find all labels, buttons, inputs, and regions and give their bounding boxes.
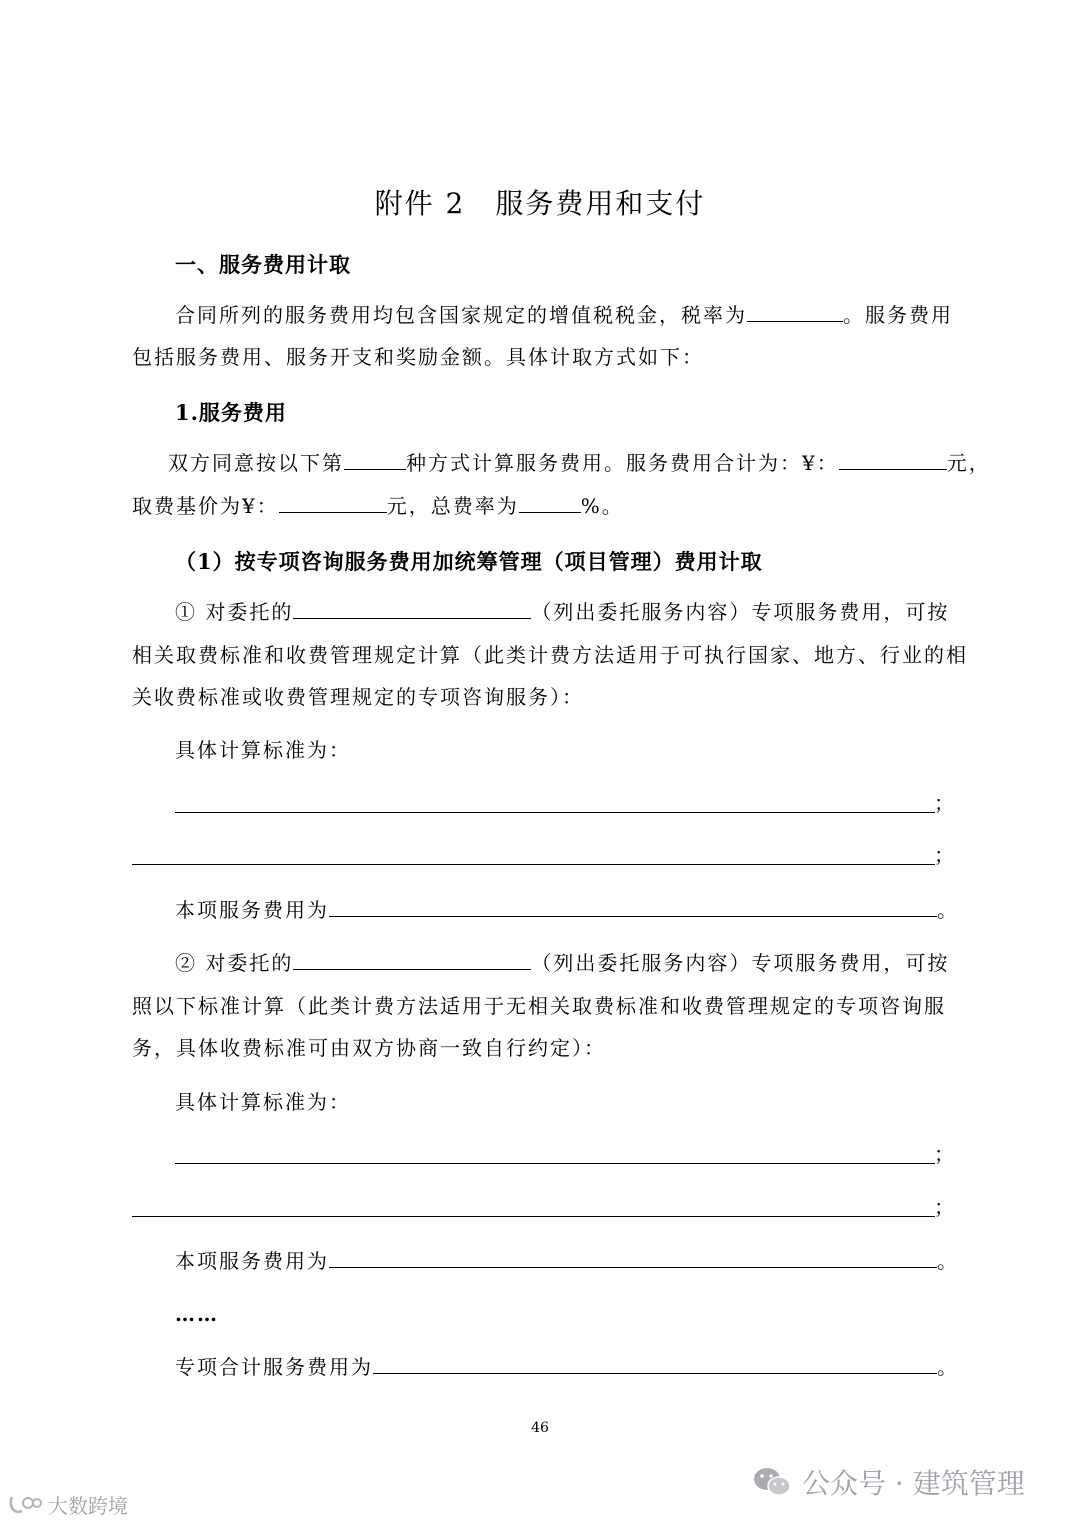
subheading-special-consulting: （1）按专项咨询服务费用加统筹管理（项目管理）费用计取 [175,549,763,574]
item1-semicolon2: ； [934,843,956,867]
item1-fee-label: 本项服务费用为 [175,898,329,922]
item1-fee-blank [329,915,937,917]
para1-line1 [175,294,953,336]
item1-service-blank [293,617,531,619]
item2-standard-line1 [175,1163,935,1164]
page-title: 附件 2 服务费用和支付 [374,187,706,220]
total-fee-label: 专项合计服务费用为 [175,1355,373,1379]
item2-semicolon2: ； [934,1195,956,1219]
item1-text-b: （列出委托服务内容）专项服务费用，可按 [531,600,950,624]
wechat-icon [752,1465,792,1499]
item2-line2: 照以下标准计算（此类计费方法适用于无相关取费标准和收费管理规定的专项咨询服 [132,994,946,1018]
item2-line1 [175,942,949,984]
item2-standard-label: 具体计算标准为： [175,1090,351,1114]
total-period: 。 [937,1355,959,1379]
item1-standard-label: 具体计算标准为： [175,738,351,762]
item1-line1 [175,591,949,633]
item2-fee-line [175,1240,959,1282]
item1-fee-line [175,889,959,931]
item2-line3: 务，具体收费标准可由双方协商一致自行约定）： [132,1036,606,1060]
item2-standard-line2 [132,1216,935,1217]
para2-text-e: 元，总费率为 [386,494,519,518]
item1-line3: 关收费标准或收费管理规定的专项咨询服务）： [132,685,584,709]
watermark-right [752,1462,1025,1502]
item1-line2: 相关取费标准和收费管理规定计算（此类计费方法适用于可执行国家、地方、行业的相 [132,643,968,667]
watermark-left-text: 大数跨境 [48,1494,128,1518]
item2-service-blank [293,968,531,970]
page-number: 46 [531,1420,549,1436]
ellipsis: …… [175,1302,219,1326]
para2-text-b: 种方式计算服务费用。服务费用合计为：¥： [406,451,839,475]
item1-period: 。 [937,898,959,922]
total-special-fee-blank [373,1372,937,1374]
para2-text-c: 元， [946,451,991,475]
watermark-right-text: 公众号 · 建筑管理 [802,1467,1025,1500]
para2-text-a: 双方同意按以下第 [168,451,344,475]
para1-line2: 包括服务费用、服务开支和奖励金额。具体计取方式如下： [132,345,704,369]
item2-fee-blank [329,1266,937,1268]
item2-semicolon1: ； [934,1142,956,1166]
item1-standard-line1 [175,812,935,813]
subheading-service-fee: 1.服务费用 [175,400,287,425]
method-number-blank [344,468,406,470]
item1-text-a: 对委托的 [205,600,294,624]
item1-standard-line2 [132,864,935,865]
section-heading-fee-calculation: 一、服务费用计取 [175,252,351,277]
total-fee-line [175,1346,959,1388]
total-fee-blank [839,468,947,470]
item2-period: 。 [937,1249,959,1273]
item1-marker: ① [175,600,197,624]
para2-text-f: %。 [580,494,624,518]
item1-semicolon1: ； [934,791,956,815]
para1-text-a: 合同所列的服务费用均包含国家规定的增值税税金，税率为 [175,303,747,327]
item2-text-b: （列出委托服务内容）专项服务费用，可按 [531,951,950,975]
tax-rate-blank [747,320,843,322]
para1-text-b: 。服务费用 [843,303,953,327]
item2-text-a: 对委托的 [205,951,294,975]
para2-text-d: 取费基价为¥： [132,494,279,518]
para2-line2 [132,485,624,527]
base-price-blank [279,511,387,513]
para2-line1 [168,442,991,484]
item2-fee-label: 本项服务费用为 [175,1249,329,1273]
watermark-logo-icon [8,1493,42,1517]
item2-marker: ② [175,951,197,975]
total-rate-blank [519,511,581,513]
watermark-left [8,1490,128,1519]
